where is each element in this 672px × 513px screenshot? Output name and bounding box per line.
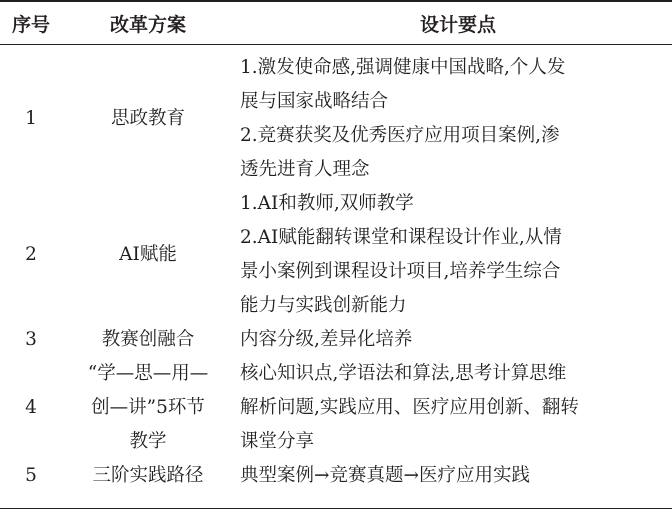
- header-reform-plan: 改革方案: [62, 1, 234, 45]
- table-bottom-rule: [0, 508, 672, 509]
- table-row: [0, 45, 672, 188]
- reform-plan-text: 创—讲”5环节: [91, 397, 205, 418]
- design-point-line: 课堂分享: [240, 431, 315, 452]
- header-design-points: 设计要点: [234, 1, 672, 45]
- reform-plan-cell: [62, 323, 234, 357]
- design-point-line: 能力与实践创新能力: [240, 295, 407, 316]
- reform-plan-cell: [62, 45, 234, 188]
- design-point-line: 解析问题,实践应用、医疗应用创新、翻转: [240, 397, 579, 418]
- reform-plan-text: “学—思—用—: [87, 363, 209, 384]
- reform-plan-cell: [62, 459, 234, 497]
- reform-plan-text: 三阶实践路径: [92, 465, 204, 486]
- design-point-line: 景小案例到课程设计项目,培养学生综合: [240, 261, 561, 282]
- design-point-line: 展与国家战略结合: [240, 91, 389, 112]
- row-number: 4: [25, 397, 37, 418]
- table-header-row: [0, 1, 672, 45]
- design-point-line: 典型案例→竞赛真题→医疗应用实践: [240, 465, 531, 486]
- design-point-line: 2.竞赛获奖及优秀医疗应用项目案例,渗: [240, 125, 560, 146]
- design-point-line: 透先进育人理念: [240, 159, 370, 180]
- table-row: [0, 187, 672, 323]
- design-point-line: 1.激发使命感,强调健康中国战略,个人发: [240, 57, 566, 78]
- header-number: 序号: [0, 1, 62, 45]
- row-number: 5: [25, 465, 37, 486]
- reform-plan-text: 思政教育: [110, 108, 185, 129]
- table-row: [0, 459, 672, 497]
- reform-plan-cell: [62, 187, 234, 323]
- design-point-line: 核心知识点,学语法和算法,思考计算思维: [240, 363, 567, 384]
- table-row: [0, 357, 672, 459]
- reform-plan-text: AI赋能: [119, 244, 177, 265]
- reform-plan-cell: [62, 357, 234, 459]
- design-point-line: 2.AI赋能翻转课堂和课程设计作业,从情: [240, 227, 562, 248]
- design-points-cell: [234, 187, 672, 323]
- reform-plan-text: 教赛创融合: [101, 329, 195, 350]
- reform-plan-text: 教学: [129, 431, 167, 452]
- row-number: 3: [25, 329, 37, 350]
- design-points-cell: [234, 459, 672, 497]
- design-points-cell: [234, 45, 672, 188]
- design-points-cell: [234, 323, 672, 357]
- design-point-line: 内容分级,差异化培养: [240, 329, 413, 350]
- design-points-cell: [234, 357, 672, 459]
- row-number: 2: [25, 244, 37, 265]
- design-point-line: 1.AI和教师,双师教学: [240, 193, 414, 214]
- row-number: 1: [25, 108, 37, 129]
- table-row: [0, 323, 672, 357]
